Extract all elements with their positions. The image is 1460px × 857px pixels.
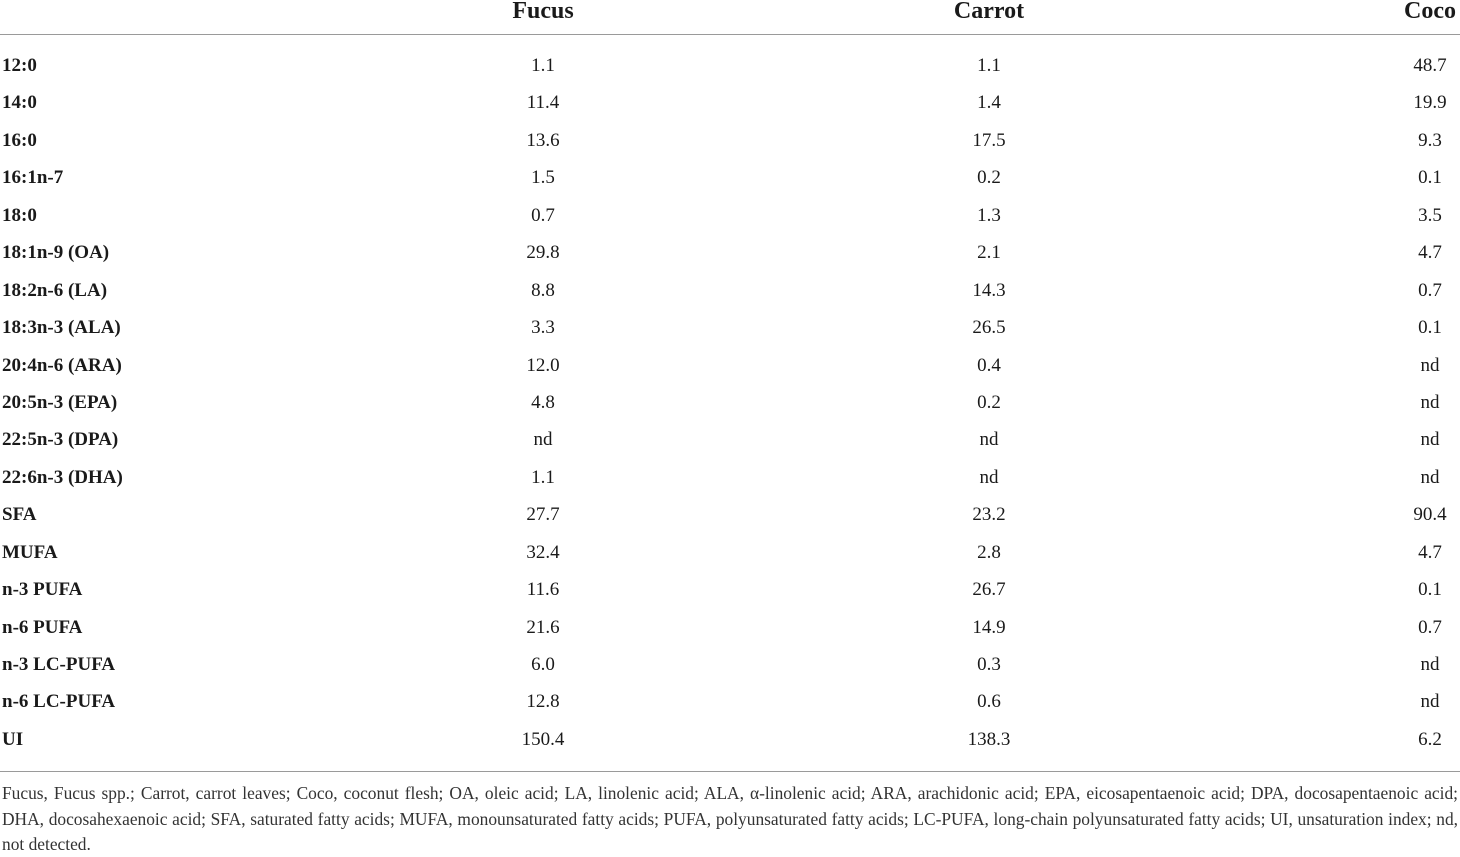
cell-carrot: 0.2 [977, 391, 1001, 413]
cell-carrot: 17.5 [972, 129, 1006, 151]
cell-coco: 0.1 [1418, 579, 1442, 601]
table-row [0, 721, 1460, 758]
cell-fucus: 1.5 [531, 167, 555, 189]
table-row [0, 272, 1460, 309]
cell-fucus: 32.4 [526, 541, 560, 563]
cell-fucus: 1.1 [531, 466, 555, 488]
row-label: n-6 LC-PUFA [2, 691, 116, 713]
cell-carrot: 1.4 [977, 92, 1001, 114]
cell-carrot: nd [979, 466, 999, 488]
cell-fucus: 29.8 [526, 242, 560, 264]
cell-carrot: 0.2 [977, 167, 1001, 189]
cell-fucus: 21.6 [526, 616, 560, 638]
cell-carrot: 26.7 [972, 579, 1006, 601]
column-header-coco: Coco [1404, 0, 1456, 24]
cell-fucus: 11.4 [526, 92, 560, 114]
table-footnote: Fucus, Fucus spp.; Carrot, carrot leaves; Coco, coconut flesh; OA, oleic acid; LA, linolenic acid; ALA, α-linolenic acid; ARA, arachidonic acid; EPA, eicosapentaenoic acid; DPA, docosapentaenoic acid; DHA, docosahexaenoic acid; SFA, saturated fatty acids; MUFA, monounsaturated fatty acids; PUFA, polyunsaturated fatty acids; LC-PUFA, long-chain polyunsaturated fatty acids; UI, unsaturation index; nd, not detected. [2, 783, 1458, 854]
row-label: 22:5n-3 (DPA) [2, 429, 119, 451]
cell-fucus: 8.8 [531, 279, 555, 301]
table-header [0, 0, 1460, 35]
cell-carrot: 0.3 [977, 654, 1001, 675]
cell-coco: 6.2 [1418, 728, 1442, 750]
table-row [0, 309, 1460, 346]
table-row [0, 496, 1460, 533]
cell-coco: 4.7 [1418, 242, 1442, 264]
row-label: n-3 LC-PUFA [2, 654, 116, 675]
table-row [0, 347, 1460, 384]
column-header-carrot: Carrot [953, 0, 1025, 24]
row-label: n-6 PUFA [2, 616, 83, 638]
table-row [0, 421, 1460, 458]
cell-carrot: 26.5 [972, 317, 1006, 339]
row-label: 18:3n-3 (ALA) [2, 317, 121, 339]
cell-fucus: 27.7 [526, 504, 560, 526]
table-row [0, 609, 1460, 646]
row-label: 20:5n-3 (EPA) [2, 391, 118, 413]
cell-fucus: 12.0 [526, 354, 560, 376]
cell-fucus: 6.0 [531, 654, 555, 675]
cell-carrot: 1.1 [977, 55, 1001, 76]
row-label: SFA [2, 504, 37, 526]
cell-coco: 9.3 [1418, 129, 1442, 151]
cell-fucus: 13.6 [526, 129, 560, 151]
row-label: 16:0 [2, 129, 37, 151]
cell-coco: nd [1420, 354, 1440, 376]
cell-coco: 0.1 [1418, 167, 1442, 189]
cell-carrot: 1.3 [977, 204, 1001, 226]
cell-coco: 0.7 [1418, 616, 1442, 638]
cell-coco: 48.7 [1413, 55, 1447, 76]
cell-carrot: 2.1 [977, 242, 1001, 264]
cell-coco: 19.9 [1413, 92, 1447, 114]
cell-fucus: 4.8 [531, 391, 555, 413]
column-header-fucus: Fucus [512, 0, 574, 24]
row-label: UI [2, 728, 24, 750]
table-body [0, 47, 1460, 758]
cell-fucus: 0.7 [531, 204, 555, 226]
cell-carrot: 14.9 [972, 616, 1006, 638]
table-row [0, 234, 1460, 271]
cell-fucus: 1.1 [531, 55, 555, 76]
table-row [0, 197, 1460, 234]
table-row [0, 646, 1460, 683]
cell-coco: nd [1420, 391, 1440, 413]
cell-coco: nd [1420, 466, 1440, 488]
table-row [0, 159, 1460, 196]
table-row [0, 534, 1460, 571]
cell-fucus: 150.4 [521, 728, 565, 750]
table-bottom-rule [0, 771, 1460, 772]
cell-coco: 0.1 [1418, 317, 1442, 339]
row-label: 14:0 [2, 92, 37, 114]
cell-carrot: 138.3 [967, 728, 1011, 750]
row-label: 20:4n-6 (ARA) [2, 354, 122, 376]
cell-carrot: 2.8 [977, 541, 1001, 563]
cell-coco: 0.7 [1418, 279, 1442, 301]
cell-carrot: 23.2 [972, 504, 1006, 526]
table-row [0, 683, 1460, 720]
row-label: 12:0 [2, 55, 37, 76]
cell-fucus: 11.6 [526, 579, 560, 601]
cell-carrot: nd [979, 429, 999, 451]
row-label: MUFA [2, 541, 58, 563]
table-row [0, 384, 1460, 421]
cell-coco: nd [1420, 654, 1440, 675]
cell-coco: nd [1420, 429, 1440, 451]
table-row [0, 122, 1460, 159]
row-label: 18:2n-6 (LA) [2, 279, 108, 301]
cell-carrot: 0.4 [977, 354, 1001, 376]
cell-carrot: 14.3 [972, 279, 1006, 301]
cell-fucus: nd [533, 429, 553, 451]
cell-coco: 90.4 [1413, 504, 1447, 526]
row-label: n-3 PUFA [2, 579, 83, 601]
table-row [0, 571, 1460, 608]
table-row [0, 459, 1460, 496]
cell-coco: 4.7 [1418, 541, 1442, 563]
cell-carrot: 0.6 [977, 691, 1001, 713]
cell-fucus: 3.3 [531, 317, 555, 339]
row-label: 18:0 [2, 204, 37, 226]
cell-coco: 3.5 [1418, 204, 1442, 226]
cell-coco: nd [1420, 691, 1440, 713]
table-row [0, 84, 1460, 121]
row-label: 16:1n-7 [2, 167, 64, 189]
row-label: 22:6n-3 (DHA) [2, 466, 123, 488]
table-row [0, 47, 1460, 84]
cell-fucus: 12.8 [526, 691, 560, 713]
row-label: 18:1n-9 (OA) [2, 242, 110, 264]
